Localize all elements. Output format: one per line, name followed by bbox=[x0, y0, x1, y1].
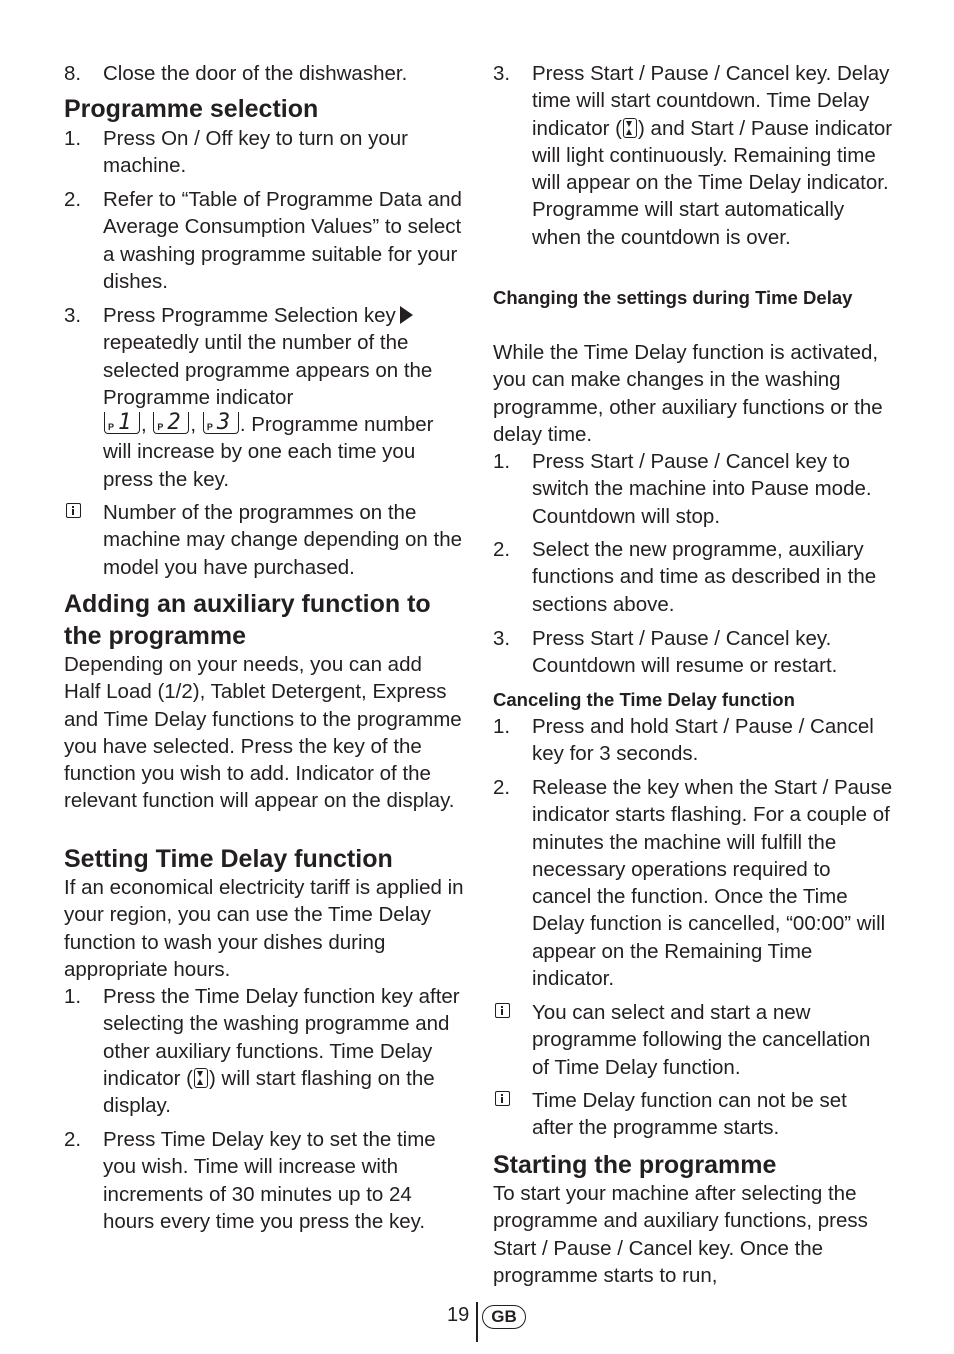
list-text: Close the door of the dishwasher. bbox=[103, 62, 408, 85]
info-note bbox=[493, 999, 893, 1081]
list-item bbox=[493, 713, 893, 768]
info-note bbox=[64, 499, 464, 581]
footer-divider bbox=[476, 1302, 478, 1342]
paragraph: If an economical electricity tariff is applied in your region, you can use the Time Delay function to wash your dishes during appropriate hours. bbox=[64, 876, 464, 981]
list-item bbox=[64, 302, 464, 493]
list-item bbox=[64, 983, 464, 1119]
text-run: Press Start / Pause / Cancel key. Delay time will start countdown. Time Delay indicator ( bbox=[532, 62, 890, 140]
hourglass-icon bbox=[194, 1068, 208, 1088]
note-text: Number of the programmes on the machine may change depending on the model you have purchased. bbox=[103, 501, 463, 579]
list-item bbox=[493, 448, 893, 530]
note-text: You can select and start a new programme following the cancellation of Time Delay function. bbox=[532, 1001, 871, 1079]
list-text: Press and hold Start / Pause / Cancel key for 3 seconds. bbox=[532, 715, 874, 766]
list-text: Press Start / Pause / Cancel key to switch the machine into Pause mode. Countdown will stop. bbox=[532, 450, 872, 528]
list-text: Press On / Off key to turn on your machine. bbox=[103, 127, 408, 178]
list-text bbox=[532, 60, 893, 251]
subheading-canceling: Canceling the Time Delay function bbox=[493, 689, 795, 710]
list-text: Press Start / Pause / Cancel key. Countdown will resume or restart. bbox=[532, 627, 838, 678]
list-item bbox=[64, 186, 464, 295]
indicator-digit: 2 bbox=[167, 410, 181, 436]
subheading-changing-settings: Changing the settings during Time Delay bbox=[493, 287, 853, 308]
indicator-digit: 3 bbox=[216, 410, 231, 436]
indicator-prefix: P bbox=[206, 422, 213, 433]
list-number: 2. bbox=[64, 188, 82, 211]
list-item bbox=[64, 125, 464, 180]
list-number: 8. bbox=[64, 62, 82, 85]
info-note bbox=[493, 1087, 893, 1142]
text-run: repeatedly until the number of the selected programme appears on the Programme indicator bbox=[103, 331, 433, 409]
note-text: Time Delay function can not be set after the programme starts. bbox=[532, 1089, 847, 1140]
section-heading-programme-selection: Programme selection bbox=[64, 95, 319, 123]
info-icon bbox=[66, 503, 81, 518]
info-icon bbox=[495, 1091, 510, 1106]
section-heading-auxiliary: Adding an auxiliary function to the programme bbox=[64, 590, 431, 650]
programme-indicator-icon bbox=[203, 412, 239, 434]
text-run: ) will start flashing on the display. bbox=[103, 1066, 435, 1118]
list-number: 1. bbox=[64, 985, 82, 1008]
list-text: Refer to “Table of Programme Data and Average Consumption Values” to select a washing programme suitable for your dishes. bbox=[103, 188, 462, 293]
list-item bbox=[493, 60, 893, 251]
list-text: Press Programme Selection key repeatedly until the number of the selected programme appears on the Programme indicator P 1 , P 2 , P 3 . Programme number will increase by one each time you press the key. bbox=[103, 304, 434, 491]
list-item bbox=[64, 1126, 464, 1235]
text-run: Press the Time Delay function key after selecting the washing programme and other auxiliary functions. Time Delay indicator ( bbox=[103, 985, 460, 1090]
list-item bbox=[64, 60, 464, 87]
list-number: 1. bbox=[64, 127, 82, 150]
list-item bbox=[493, 536, 893, 618]
info-icon bbox=[495, 1003, 510, 1018]
indicator-digit: 1 bbox=[118, 410, 132, 436]
list-number: 2. bbox=[64, 1128, 82, 1151]
list-number: 2. bbox=[493, 538, 511, 561]
paragraph: While the Time Delay function is activated, you can make changes in the washing programme, other auxiliary functions or the delay time. bbox=[493, 341, 883, 446]
list-number: 2. bbox=[493, 776, 511, 799]
list-number: 1. bbox=[493, 715, 511, 738]
programme-indicator-icon bbox=[104, 412, 140, 434]
list-text: Release the key when the Start / Pause indicator starts flashing. For a couple of minutes the machine will fulfill the necessary operations required to cancel the function. Once the Time Delay function is cancelled, “00:00” will appear on the Remaining Time indicator. bbox=[532, 776, 893, 991]
indicator-prefix: P bbox=[157, 422, 164, 433]
section-heading-time-delay: Setting Time Delay function bbox=[64, 845, 393, 873]
page-number: 19 bbox=[447, 1304, 470, 1326]
list-text: Press Time Delay key to set the time you wish. Time will increase with increments of 30 minutes up to 24 hours every time you press the key. bbox=[103, 1128, 436, 1233]
region-badge: GB bbox=[482, 1305, 526, 1329]
list-item bbox=[493, 774, 893, 992]
list-number: 1. bbox=[493, 450, 511, 473]
section-heading-starting: Starting the programme bbox=[493, 1151, 777, 1179]
hourglass-icon bbox=[623, 118, 637, 138]
text-run: . Programme number will increase by one each time you press the key. bbox=[103, 413, 434, 491]
indicator-prefix: P bbox=[108, 422, 115, 433]
text-run: ) and Start / Pause indicator will light continuously. Remaining time will appear on the Time Delay indicator. Programme will start automatically when the countdown is over. bbox=[532, 116, 893, 249]
list-item bbox=[493, 625, 893, 680]
paragraph: To start your machine after selecting the programme and auxiliary functions, press Start / Pause / Cancel key. Once the programme starts to run, bbox=[493, 1182, 868, 1287]
text-run: Press Programme Selection key bbox=[103, 304, 396, 327]
list-number: 3. bbox=[64, 304, 82, 327]
list-number: 3. bbox=[493, 62, 511, 85]
list-text: Select the new programme, auxiliary functions and time as described in the sections above. bbox=[532, 538, 877, 616]
list-number: 3. bbox=[493, 627, 511, 650]
play-icon bbox=[400, 306, 413, 324]
list-text bbox=[103, 983, 464, 1119]
programme-indicator-icon bbox=[153, 412, 189, 434]
paragraph: Depending on your needs, you can add Half Load (1/2), Tablet Detergent, Express and Time Delay functions to the programme you have selected. Press the key of the function you wish to add. Indicator of the relevant function will appear on the display. bbox=[64, 653, 462, 813]
